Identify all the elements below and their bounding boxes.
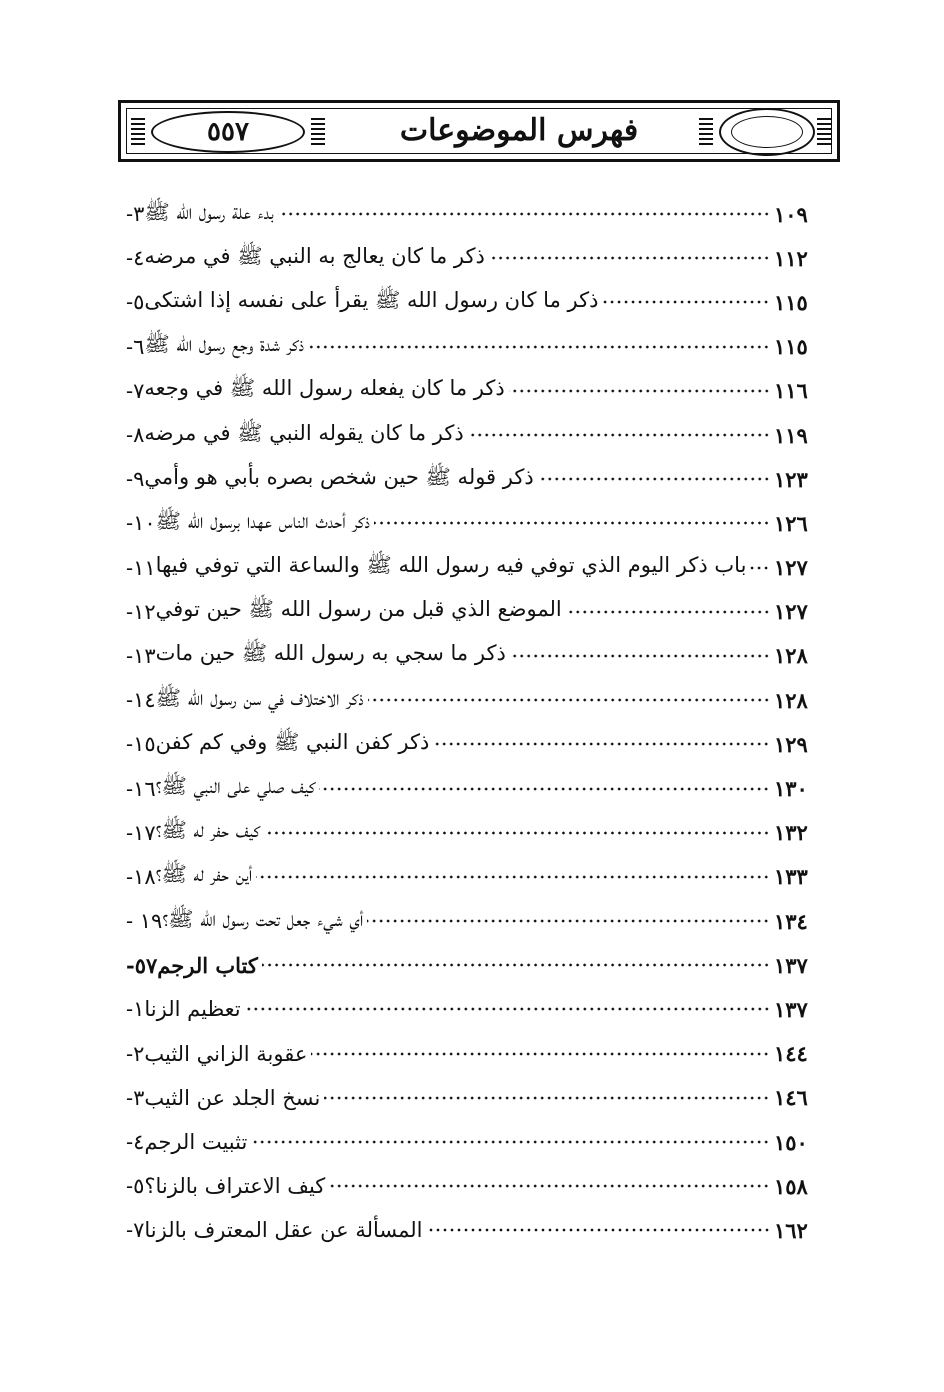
entry-title: كيف الاعتراف بالزنا؟ (144, 1174, 326, 1199)
dot-leader (566, 608, 770, 616)
dot-leader (602, 298, 770, 306)
toc-entry (120, 987, 826, 1031)
entry-page-number: ١١٥ (774, 289, 808, 315)
dot-leader (510, 652, 770, 660)
entry-title: ذكر قوله ﷺ حين شخص بصره بأبي هو وأمي (144, 464, 534, 489)
entry-number: ٤- (126, 246, 145, 271)
entry-number: ١٧- (126, 820, 156, 845)
entry-title: بدء علة رسول الله ﷺ (144, 199, 274, 224)
entry-title: باب ذكر اليوم الذي توفي فيه رسول الله ﷺ والساعة التي توفي فيها (155, 553, 747, 578)
dot-leader (256, 873, 770, 881)
entry-page-number: ١٣٣ (774, 864, 808, 890)
dot-leader (374, 519, 770, 527)
entry-title: المسألة عن عقل المعترف بالزنا (144, 1218, 423, 1243)
toc-entry (120, 1032, 826, 1076)
ornament-right-icon (817, 115, 831, 145)
toc-entry (120, 1208, 826, 1252)
entry-number: ٧- (126, 378, 145, 403)
page-header (118, 100, 840, 162)
book-logo-icon (719, 108, 815, 156)
dot-leader (264, 829, 770, 837)
entry-number: ١٠- (126, 511, 156, 536)
entry-number: ١٢- (126, 599, 156, 624)
entry-page-number: ١٥٨ (774, 1173, 808, 1199)
page-title: فهرس الموضوعات (399, 112, 639, 148)
entry-number: ٣- (126, 202, 145, 227)
entry-title: ذكر ما كان يقوله النبي ﷺ في مرضه (144, 420, 464, 445)
entry-title: ذكر كفن النبي ﷺ وفي كم كفن (155, 729, 430, 754)
entry-page-number: ١٤٤ (774, 1041, 808, 1067)
entry-title: ذكر أحدث الناس عهدا برسول الله ﷺ (155, 508, 370, 533)
entry-page-number: ١١٩ (774, 422, 808, 448)
toc-entry (120, 413, 826, 457)
toc-entry (120, 457, 826, 501)
dot-leader (311, 1050, 770, 1058)
entry-page-number: ١٥٠ (774, 1129, 808, 1155)
entry-title: كيف صلي على النبي ﷺ؟ (155, 774, 316, 799)
page-number-text: ٥٥٧ (207, 117, 249, 147)
entry-page-number: ١٢٨ (774, 643, 808, 669)
entry-page-number: ١٢٧ (774, 555, 808, 581)
entry-number: ٩- (126, 467, 145, 492)
dot-leader (468, 431, 770, 439)
entry-title: كيف حفر له ﷺ؟ (155, 818, 261, 843)
entry-title: ذكر ما كان يفعله رسول الله ﷺ في وجعه (144, 376, 505, 401)
entry-page-number: ١١٢ (774, 245, 808, 271)
entry-number: ١٩ - (126, 909, 163, 934)
entry-page-number: ١٣٤ (774, 908, 808, 934)
toc-entry (120, 678, 826, 722)
dot-leader (308, 343, 770, 351)
dot-leader (245, 1005, 770, 1013)
entry-page-number: ١٣٢ (774, 820, 808, 846)
entry-title: تعظيم الزنا (144, 997, 241, 1022)
entry-title: ذكر ما كان رسول الله ﷺ يقرأ على نفسه إذا اشتكى (144, 287, 599, 312)
toc-entry (120, 590, 826, 634)
entry-page-number: ١٢٣ (774, 466, 808, 492)
toc-entry (120, 1164, 826, 1208)
toc-entry (120, 899, 826, 943)
dot-leader (278, 210, 770, 218)
dot-leader (750, 564, 770, 572)
toc-entry (120, 1076, 826, 1120)
dot-leader (251, 1138, 770, 1146)
toc-entry (120, 236, 826, 280)
entry-number: ٢- (126, 1041, 145, 1066)
ornament-mid-right-icon (699, 115, 713, 145)
dot-leader (433, 740, 770, 748)
entry-number: ٣- (126, 1085, 145, 1110)
entry-title: تثبيت الرجم (144, 1130, 248, 1155)
toc-entry (120, 325, 826, 369)
dot-leader (538, 475, 770, 483)
toc-entry (120, 634, 826, 678)
entry-number: ٤- (126, 1130, 145, 1155)
entry-number: ١٥- (126, 732, 156, 757)
toc-entry (120, 943, 826, 987)
toc-entry (120, 766, 826, 810)
entry-title: عقوبة الزاني الثيب (144, 1041, 308, 1066)
toc-entry (120, 1120, 826, 1164)
entry-page-number: ١٢٧ (774, 599, 808, 625)
entry-number: ١٤- (126, 688, 156, 713)
entry-title: أي شيء جعل تحت رسول الله ﷺ؟ (162, 906, 364, 931)
entry-number: ٧- (126, 1218, 145, 1243)
entry-title: ذكر ما كان يعالج به النبي ﷺ في مرضه (144, 243, 485, 268)
dot-leader (509, 387, 770, 395)
entry-number: ١١- (126, 555, 156, 580)
entry-page-number: ١٤٦ (774, 1085, 808, 1111)
entry-number: ٨- (126, 423, 145, 448)
toc-entry (120, 280, 826, 324)
entry-page-number: ١١٥ (774, 334, 808, 360)
entry-page-number: ١١٦ (774, 378, 808, 404)
dot-leader (367, 917, 770, 925)
entry-number: ١٣- (126, 643, 156, 668)
entry-page-number: ١٢٦ (774, 510, 808, 536)
ornament-left-icon (131, 115, 145, 145)
entry-title: ذكر شدة وجع رسول الله ﷺ (144, 332, 305, 357)
toc-entry (120, 855, 826, 899)
entry-number: ٦- (126, 334, 145, 359)
entry-page-number: ١٣٠ (774, 776, 808, 802)
toc-entry (120, 546, 826, 590)
dot-leader (262, 961, 770, 969)
dot-leader (329, 1182, 770, 1190)
entry-page-number: ١٣٧ (774, 952, 808, 978)
entry-title: ذكر ما سجي به رسول الله ﷺ حين مات (155, 641, 506, 666)
toc-entry (120, 722, 826, 766)
toc-entry (120, 501, 826, 545)
dot-leader (489, 254, 770, 262)
table-of-contents (120, 192, 826, 1253)
page-number (151, 111, 305, 153)
entry-title: ذكر الاختلاف في سن رسول الله ﷺ (155, 685, 364, 710)
entry-title: الموضع الذي قبل من رسول الله ﷺ حين توفي (155, 597, 562, 622)
entry-number: ٥- (126, 1174, 145, 1199)
entry-title: نسخ الجلد عن الثيب (144, 1085, 321, 1110)
toc-entry (120, 811, 826, 855)
entry-page-number: ١٢٩ (774, 731, 808, 757)
entry-number: ١٦- (126, 776, 156, 801)
dot-leader (368, 696, 770, 704)
entry-page-number: ١٦٢ (774, 1217, 808, 1243)
ornament-mid-left-icon (311, 115, 325, 145)
entry-number: ١- (126, 997, 145, 1022)
entry-number: ١٨- (126, 864, 156, 889)
toc-entry (120, 192, 826, 236)
entry-page-number: ١٣٧ (774, 996, 808, 1022)
dot-leader (324, 1094, 770, 1102)
toc-entry (120, 369, 826, 413)
entry-page-number: ١٠٩ (774, 201, 808, 227)
dot-leader (319, 785, 770, 793)
entry-title: كتاب الرجم (157, 952, 258, 978)
entry-title: أين حفر له ﷺ؟ (155, 862, 253, 887)
entry-number: ٥- (126, 290, 145, 315)
entry-number: ٥٧- (126, 952, 158, 978)
entry-page-number: ١٢٨ (774, 687, 808, 713)
dot-leader (427, 1226, 771, 1234)
